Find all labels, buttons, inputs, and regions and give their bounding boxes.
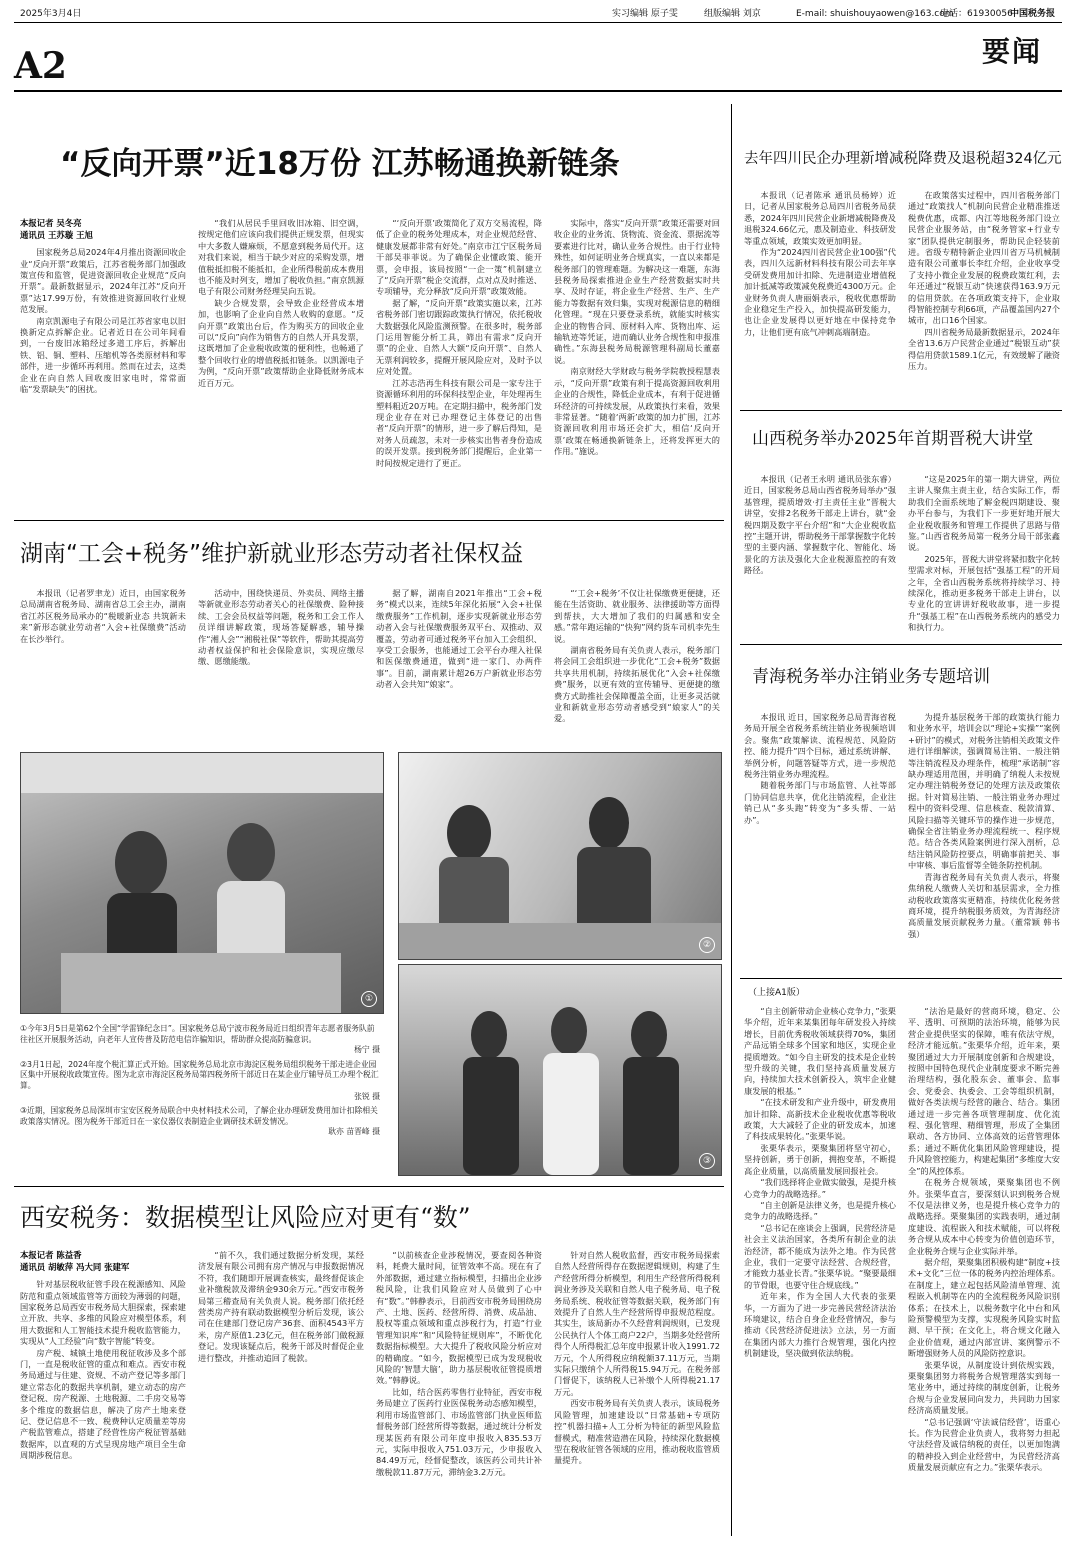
jiangsu-para-2: 南京凯源电子有限公司是江苏省家电以旧换新定点拆解企业。记者近日在公司年间看到，一台废旧冰箱经过多道工序后，拆解出铁、铝、铜、塑料、压缩机等各类原材料和零部件，进一步循环再利用。然而在过去，这类企业在向自然人回收废旧家电时，常常面临“发票缺失”的困扰。	[20, 315, 186, 395]
continued-body	[744, 1006, 1060, 1536]
xian-para-2: 房产税、城镇土地使用税征收涉及多个部门，一直是税收征管的重点和难点。西安市税务局通过与住建、资规、不动产登记等多部门建立常态化的数据共享机制，建立动态的房产登记税、房产税源、土地税源、二手房交易等多个维度的数据信息，解决了房产土地来登记、登记信息不一致、税费种认定质量差等房产税监管难点，搭建了经营性房产税征管基础数据库，以直观的方式呈现房地产项目全生命周期涉税信息。	[20, 1347, 186, 1461]
phone-contact: 电话：61930056	[940, 9, 1013, 19]
hunan-para-2: 活动中，围绕快递员、外卖员、网络主播等新就业形态劳动者关心的社保缴费、险种接续、工会会员权益等问题，税务和工会工作人员详细讲解政策，现场答疑解惑，辅导操作“湘人会”“湘税社保”等软件，帮助其提高劳动者权益保护和社会保险意识，实现应缴尽缴、愿缴能缴。	[198, 588, 364, 667]
shanxi-column-1	[744, 474, 896, 634]
jiangsu-column-4	[554, 218, 720, 514]
continued-para-5: “自主创新是法律义务，也是提升核心竞争力的战略选择。”	[744, 1199, 896, 1222]
page-id: A2	[14, 45, 67, 87]
continued-para-3: 张栗华表示，栗聚集团将坚守初心，坚持创新，勇于创新，拥抱变革，不断提高企业质量，以高质量发展回报社会。	[744, 1142, 896, 1176]
xian-column-3	[376, 1250, 542, 1540]
sichuan-para-2: 作为“2024四川省民营企业100强”代表，四川久远新材料科技有限公司去年享受研发费用加计扣除、先进制造业增值税加计抵减等政策减免税费近4300万元。企业财务负责人唐丽娟表示，税收优惠帮助企业稳定生产投入，加快提高研发能力，也让企业发展得以更好地在中保持竞争力，让他们更有底气冲刺高端制造。	[744, 247, 896, 337]
hunan-body	[20, 588, 720, 726]
hunan-para-1: 本报讯（记者罗聿龙）近日，由国家税务总局湖南省税务局、湖南省总工会主办，湖南省江苏区税务局承办的“税暖新业态 共筑新未来”新形态就业劳动者“入会+社保缴费”活动在长沙举行。	[20, 588, 186, 644]
caption-3-text: ③近期，国家税务总局深圳市宝安区税务局联合中央材料技术公司，了解企业办理研发费用加计扣除相关政策落实情况。图为税务干部近日在一家仪器仪表制造企业调研技术研发情况。	[20, 1106, 378, 1126]
photo-1	[20, 752, 384, 1014]
xian-para-5: 比如，结合医药零售行业特征，西安市税务局建立了医药行业医保税务动态感知模型，利用市场监管部门、市场监管部门执业医师监督税务部门经营所得等数据，通过统计分析发现某医药有限公司年度申报收入835.53万元，实际申报收入751.03万元，少申报收入84.49万元，经督促整改，该医药公司共计补缴税款11.87万元，滞纳金3.2万元。	[376, 1386, 542, 1477]
sichuan-para-1: 本报讯（记者陈承 通讯员杨婷）近日，记者从国家税务总局四川省税务局获悉，2024年四川民营企业新增减税降费及退税324.66亿元，惠及制造业、科技研发等重点领域，政策实效更加明显。	[744, 190, 896, 246]
layout-editor-credit: 组版编辑 刘京	[704, 9, 761, 19]
section-name: 要闻	[982, 35, 1043, 68]
jiangsu-rule	[14, 520, 724, 521]
jiangsu-para-7: 江苏志浩再生科技有限公司是一家专注于资源循环利用的环保科技型企业，年处理再生塑料粗近20万吨。在定期扫描中，税务部门发现企业存在对已办理登记主体登记的出售者“反向开票”的情形，进一步了解后得知，是对务人员疏忽，未对一步核实出售者身份造成的误开发票。接到税务部门提醒后，企业第一时间按规定进行了更正。	[376, 377, 542, 468]
shanxi-para-2: “这是2025年的第一期大讲堂，两位主讲人聚焦主责主业，结合实际工作，帮助我们全面系统地了解金税四期建设、聚办平台参与，为我们下一步更好地开展大企业税收服务和管理工作提供了思路与借鉴。”山西省税务局第一税务分局干部张鑫说。	[908, 474, 1060, 553]
jiangsu-para-9: 南京财经大学财政与税务学院教授程慧表示，“反向开票”政策有利于提高资源回收利用企业的合规性，降低企业成本，有利于促进循环经济的可持续发展，从政策执行来看，效果非常显著。“随着‘两新’政策的加力扩围，江苏资源回收利用市场还会扩大，相信‘反向开票’政策在畅通换新链条上，还将发挥更大的作用。”施说。	[554, 366, 720, 457]
qinghai-column-2	[908, 712, 1060, 968]
caption-1-credit: 杨宁 摄	[354, 1045, 380, 1055]
shanxi-para-3: 2025年，晋税大讲堂将紧扣数字化转型需求对标，开展包括“强基工程”的开局之年，全省山西税务系统将持续学习、持续深化，推动更多税务干部走上讲台，以专业化的宣讲讲好税收故事，进一步提升“强基工程”在山西税务系统内的感受力和执行力。	[908, 553, 1060, 633]
xian-byline-correspondents: 通讯员 胡敏萍 冯大同 张建军	[20, 1261, 130, 1272]
qinghai-para-2: 随着税务部门与市场监管、人社等部门协同信息共享，优化注销流程，企业注销已从“多头跑”转变为“多头帮、一站办”。	[744, 780, 896, 825]
photo-1-figures	[21, 753, 383, 1013]
continued-para-8: “法治是最好的营商环境，稳定、公平、透明、可预期的法治环境，能够为民营企业提供坚实的保障，唯有依法守规，经济才能远航。”张栗华介绍，近年来，栗聚团通过大力开展制度创新和合规建设，按照中国特色现代企业制度要求不断完善治理结构，强化股东会、董事会、监事会、党委会、执委会、工会等组织机制，做好各类法规与经营的融合、结合。集团通过进一步完善各项管理制度、优化流程、强化管理、精细管理，形成了全集团联动、各方协同、立体高效的运营管理体系；通过不断优化集团风险管理建设，提升风险管控能力，构建起集团“多维度大安全”的风控体系。	[908, 1006, 1060, 1176]
hunan-column-2	[198, 588, 364, 726]
jiangsu-column-2	[198, 218, 364, 514]
photo-2-figures	[399, 753, 721, 959]
shanxi-rule	[740, 644, 1062, 645]
jiangsu-para-4: 缺少合规发票，会导致企业经营成本增加，也影响了企业向自然人收购的意愿。“反向开票”政策出台后，作为购买方的回收企业可以“反向”向作为销售方的自然人开具发票，这既增加了企业税收政策的便利性，也畅通了整个回收行业的增值税抵扣链条。以凯源电子为例，“反向开票”政策帮助企业降低财务成本近百万元。	[198, 297, 364, 388]
sichuan-column-1	[744, 190, 896, 400]
column-divider	[731, 104, 732, 1536]
hunan-column-3	[376, 588, 542, 726]
shanxi-headline: 山西税务举办2025年首期晋税大讲堂	[752, 429, 1034, 449]
jiangsu-byline-reporter: 本报记者 吴冬亮	[20, 218, 82, 228]
xian-para-3: “前不久，我们通过数据分析发现，某经济发展有限公司拥有房产情况与申报数据情况不符，我们随即开展调查核实，最终督促该企业补缴税款及滞纳金930余万元。”西安市税务局第三稽查局有关负责人说。税务部门依托经营类房产持有联动数据模型分析后发现，该公司在住建部门登记房产36套、面积4543平方米，房产原值1.23亿元，但在税务部门做税源登记。发现该疑点后，税务干部及时督促企业进行整改，并推动追回了税款。	[198, 1250, 364, 1363]
paper-name: 中国税务报	[1010, 9, 1056, 19]
caption-3	[20, 1106, 380, 1138]
qinghai-headline: 青海税务举办注销业务专题培训	[752, 667, 990, 687]
xian-column-1	[20, 1250, 186, 1540]
caption-1	[20, 1024, 380, 1056]
jiangsu-para-3: “我们从居民手里回收旧冰箱、旧空调，按规定他们应该向我们提供正规发票，但现实中大多数人嫌麻烦，不愿意到税务局代开。这对我们来说，相当于缺少对应的采购发票，增值税抵扣税不能抵扣，企业所得税前成本费用也不能及时列支，增加了税收负担。”南京凯源电子有限公司财务经理吴向五说。	[198, 218, 364, 297]
photo-3-label: ③	[699, 1153, 715, 1169]
qinghai-column-1	[744, 712, 896, 968]
sichuan-headline: 去年四川民企办理新增减税降费及退税超324亿元	[744, 151, 1062, 167]
caption-2-credit: 张锐 摄	[354, 1091, 380, 1101]
xian-column-2	[198, 1250, 364, 1540]
issue-date: 2025年3月4日	[20, 9, 82, 19]
qinghai-para-4: 青海省税务局有关负责人表示，将聚焦纳税人缴费人关切和基层需求，全力推动税收政策落实更精准，持续优化税务营商环境，提升纳税服务质效，为青海经济高质量发展贡献税务力量。（董常颖 韩书强）	[908, 871, 1060, 939]
xian-para-1: 针对基层税收征管手段在税源感知、风险防范和重点领域监管等方面较为薄弱的问题，国家税务总局西安市税务局大胆探索，探索建立开放、共享、多维的风险应对模型体系，利用大数据和人工智能技术提升税收监管能力，实现从“人工经验”向“数字智能”转变。	[20, 1279, 186, 1347]
jiangsu-column-1	[20, 218, 186, 514]
caption-2	[20, 1060, 380, 1102]
hunan-headline: 湖南“工会+税务”维护新就业形态劳动者社保权益	[20, 541, 524, 567]
continued-para-2: “在技术研发和产业升级中，研发费用加计扣除、高新技术企业税收优惠等税收政策，大大减轻了企业的研发成本，加速了科技成果转化。”张栗华说。	[744, 1097, 896, 1142]
shanxi-para-1: 本报讯（记者王永明 通讯员张东睿）近日，国家税务总局山西省税务局举办“强基管理，提质增效·打主责任主业”晋税大讲堂，安排2名税务干部走上讲台，就“金税四期及数字平台介绍”和“大企业税收监控”主题开讲，帮助税务干部掌握数字化转型的主要内涵、掌握数字化、智能化、场景化的方法及强化大企业税源监控的有效路径。	[744, 474, 896, 576]
qinghai-para-3: 为提升基层税务干部的政策执行能力和业务水平，培训会以“理论+实操”“案例+研讨”的模式，对税务注销相关政策文件进行详细解读，强调简易注销、一般注销等注销流程及办理条件，梳理“承诺制”容缺办理适用范围，并明确了纳税人未按规定办理注销税务登记的处理方法及政策依据。针对简易注销、一般注销业务办理过程中的资料受理、信息核查、税款清算、风险扫描等关键环节的操作进一步规范，确保全省注销业务办理流程统一、程序规范。结合各类风险案例进行深入剖析，总结注销风险防控要点，明确事前把关、事中审核、事后监督等全链条防控机制。	[908, 712, 1060, 871]
sichuan-rule	[740, 410, 1062, 411]
shanxi-body	[744, 474, 1060, 634]
sichuan-body	[744, 190, 1060, 400]
jiangsu-para-1: 国家税务总局2024年4月推出资源回收企业“反向开票”政策后，江苏省税务部门加强政策宣传和监管，促进资源回收企业规范“反向开票”。最新数据显示，2024年江苏“反向开票”达17.99万份，有效推进资源回收行业规范发展。	[20, 247, 186, 315]
hunan-column-4	[554, 588, 720, 726]
photo-captions	[20, 1024, 380, 1142]
continued-para-10: 据介绍，栗聚集团积极构建“制度+技术+文化”三位一体的税务内控治理体系。在制度上，建立起包括风险清单管理、流程嵌入机制等在内的全流程税务风险识别体系；在技术上，以税务数字化中台和风险预警模型为支撑，实现税务风险实时监测、早干预；在文化上，将合规文化融入企业价值观，通过内部宣讲、案例警示不断增强财务人员的风险防控意识。	[908, 1256, 1060, 1359]
continued-column-2	[908, 1006, 1060, 1536]
shanxi-column-2	[908, 474, 1060, 634]
editor-credit: 实习编辑 原子雯	[612, 9, 678, 19]
hunan-column-1	[20, 588, 186, 726]
qinghai-para-1: 本报讯 近日，国家税务总局青海省税务局开展全省税务系统注销业务视频培训会。聚焦“政策解读、流程规范、风险防控、能力提升”四个目标，通过系统讲解、举例分析，问题答疑等方式，进一步规范税务注销业务办理流程。	[744, 712, 896, 780]
xian-para-7: 西安市税务局有关负责人表示，该局税务风险管理，加速建设以“日常基础+专项防控”机器扫描+人工分析为特征的新型风险监督模式，精准营造潜在风险，持续深化数据模型在税收征管各领域的应用，推动税收监管质量提升。	[554, 1398, 720, 1466]
sichuan-para-4: 四川省税务局最新数据显示，2024年全省13.6万户民营企业通过“税银互动”获得信用贷款1589.1亿元，有效缓解了融资压力。	[908, 326, 1060, 372]
caption-1-text: ①今年3月5日是第62个全国“学雷锋纪念日”。国家税务总局宁波市税务局近日组织青年志愿者服务队前往社区开展服务活动，向老年人宣传普及防范电信诈骗知识，帮助群众提高防骗意识。	[20, 1024, 375, 1044]
jiangsu-body	[20, 218, 720, 514]
jiangsu-column-3	[376, 218, 542, 514]
jiangsu-para-6: 据了解，“反向开票”政策实施以来，江苏省税务部门密切跟踪政策执行情况，依托税收大数据强化风险监测预警。在很多时，税务部门运用智能分析工具，筛出有需求“反向开票”的企业、自然人大额“反向开票”、自然人无票利润较多，提醒开展风险应对，及时予以应对处置。	[376, 297, 542, 377]
xian-headline: 西安税务：数据模型让风险应对更有“数”	[20, 1203, 471, 1232]
hunan-para-5: 湖南省税务局有关负责人表示，税务部门将会同工会组织进一步优化“工会+税务”数据共享共用机制，持续拓展优化“入会+社保缴费”服务，以更有效的宣传辅导、更便捷的缴费方式助推社会保障覆盖全面，让更多灵活就业和新就业形态劳动者感受到“娘家人”的关爱。	[554, 645, 720, 724]
continued-para-7: 近年来，作为全国人大代表的张栗华，一方面为了进一步完善民营经济法治环境建议，结合自身企业经营情况，参与推动《民营经济促进法》立法，另一方面在集团内部大力推行合规管理，强化内控机制建设，坚决做到依法纳税。	[744, 1291, 896, 1359]
hunan-para-4: “‘工会+税务’不仅让社保缴费更便捷，还能在生活资助、就业服务、法律援助等方面得到帮扶，大大增加了我们的归属感和安全感。”常年跑运输的“快狗”网约货车司机李先生说。	[554, 588, 720, 644]
jiangsu-byline-correspondents: 通讯员 王苏璇 王旭	[20, 229, 93, 240]
continued-para-12: “总书记强调‘守法诚信经营’，语重心长。作为民营企业负责人，我将努力担起守法经营及诚信纳税的责任，以更加饱满的精神投入到企业经营中，为民营经济高质量发展贡献应有之力。”张栗华表示。	[908, 1416, 1060, 1473]
xian-para-6: 针对自然人税收监督，西安市税务局探索自然人经营所得存在数据逻辑规则，构建了生产经营所得分析模型，利用生产经营所得税利润业务涉及关联和自然人电子税务局、电子税务局系统、税收征管等数据关联，税务部门有效提升了自然人生产经营所得申报规范程度。其实生，该局新办不久经营利润规则，已发现公民执行人个体工商户22户，当期多处经营所得个人所得税汇总年度申报累计收入1991.72万元，个人所得税应纳税额37.11万元，当期实际只缴纳个人所得税15.94万元。在税务部门督促下，该纳税人已补缴个人所得税21.17万元。	[554, 1250, 720, 1397]
xian-byline-reporter: 本报记者 陈益香	[20, 1250, 82, 1260]
photo-1-label: ①	[361, 991, 377, 1007]
caption-3-credit: 耿亦 苗晋峰 摄	[328, 1127, 380, 1137]
photo-2	[398, 752, 722, 960]
header-rule	[14, 90, 1062, 92]
xian-column-4	[554, 1250, 720, 1540]
top-rule	[14, 22, 1062, 23]
photo-2-label: ②	[699, 937, 715, 953]
hunan-para-3: 据了解，湖南自2021年推出“工会+税务”模式以来，连续5年深化拓展“入会+社保缴费服务”工作机制，逐步实现新就业形态劳动者入会与社保缴费服务双平台、双推动、双覆盖，劳动者可通过税务平台加入工会组织、享受工会服务，也能通过工会平台办理入社保和医保缴费通道，做到“进一家门、办两件事”。目前，湖南累计超26万户新就业形态劳动者入会共知“娘家”。	[376, 588, 542, 690]
continued-para-11: 张栗华说，从制度设计到依规实践，栗聚集团努力将税务合规管理落实到每一笔业务中，通过持续的制度创新，让税务合规与企业发展同向发力，共同助力国家经济高质量发展。	[908, 1359, 1060, 1416]
continued-column-1	[744, 1006, 896, 1536]
continued-para-1: “自主创新带动企业核心竞争力，”张栗华介绍，近年来某集团每年研发投入持续增长，目前优秀税收领域获得70%，集团产品远销全球多个国家和地区，实现企业提质增效。“如今自主研发的技术是企业转型升级的关键，我们坚持高质量发展方向，持续加大技术创新投入，筑牢企业健康发展的根基。”	[744, 1006, 896, 1096]
caption-2-text: ②3月1日起，2024年度个税汇算正式开始。国家税务总局北京市海淀区税务局组织税务干部走进企业园区集中开展税收政策宣传。图为北京市海淀区税务局第四税务所干部近日在某企业厅辅导员工办理个税汇算。	[20, 1059, 379, 1090]
email-contact: E-mail: shuishouyaowen@163.com	[796, 9, 954, 19]
continued-label: （上接A1版）	[748, 988, 805, 998]
photo-3	[398, 964, 722, 1176]
xian-body	[20, 1250, 720, 1540]
xian-para-4: “以前核查企业涉税情况，要查阅各种资料，耗费大量时间，征管效率不高。现在有了外部数据，通过建立指标模型，扫描出企业涉税风险，让我们风险应对人员做到了心中有“数”。”韩静表示，目前西安市税务局围绕房产、土地、医药、经营所得、消费、成品油、股权等重点领域和重点涉税行为，打造“行业管理知识库”和“风险特征规则库”，不断优化数据指标模型。大大提升了税收风险分析应对的精确度。“如今，数据模型已成为发现税收风险的‘智慧大脑’，助力基层税收征管提质增效。”韩静说。	[376, 1250, 542, 1386]
photos-rule	[14, 1186, 724, 1187]
continued-para-6: “总书记在座谈会上强调，民营经济是社会主义法治国家，各类所有制企业的法治经济，都不能成为法外之地。作为民营企业，我们一定要守法经营、合规经营，才能致力基业长青。”张栗华说。“聚要最细的节骨眼，也要守住合规底线。”	[744, 1222, 896, 1290]
continued-para-4: “我们选择将企业做实做强，是提升核心竞争力的战略选择。”	[744, 1177, 896, 1199]
jiangsu-para-8: 实际中，落实“反向开票”政策还需要对回收企业的业务流、货物流、资金流、票据流等要素进行比对，确认业务合规性。由于行业特殊性，如何证明业务合规真实，一直以来都是税务部门的管理难题。为解决这一难题，东海县税务局探索推进企业生产经营数据实时共享、及时存证，将企业生产经营、生产、生产能力等数据有效归集，实现对税源信息的精细化管理。“现在只要登录系统，就能实时核实企业的物售合同、原材料入库、货物出库、运输轨迹等凭证，进而确认业务合规性和申报准确性。”东海县税务局税源管理科副局长董嘉说。	[554, 218, 720, 365]
jiangsu-para-5: “‘反向开票’政策简化了双方交易流程，降低了企业的税务处理成本，对企业规范经营、健康发展都非常有好处。”南京市江宁区税务局干部吴菲菲说。为了确保企业懂政策、能开票，会申报，该局按照“一企一策”机制建立了“反向开票”税企交流群，点对点及时推送、专项辅导，充分释放“反向开票”政策效能。	[376, 218, 542, 297]
jiangsu-headline: “反向开票”近18万份 江苏畅通换新链条	[60, 146, 620, 182]
continued-para-9: 在税务合规领域，栗聚集团也不例外。张栗华直言，要深刻认识到税务合规不仅是法律义务，也是提升核心竞争力的战略选择。栗聚集团的实践表明，通过制度建设、流程嵌入和技术赋能，可以将税务合规从成本中心转变为价值创造环节，企业税务合规与企业实际并举。	[908, 1177, 1060, 1256]
masthead-bar	[20, 6, 1060, 22]
photo-3-figures	[399, 965, 721, 1175]
sichuan-para-3: 在政策落实过程中，四川省税务部门通过“政策找人”机制向民营企业精准推送税费优惠，成都、内江等地税务部门设立民营企业服务站，由“税务管家+行业专家”团队提供定制服务，帮助民企轻装前进。省级专精特新企业四川省万马机械制造有限公司董事长李红介绍，企业收享受了支持小微企业发展的税费政策红利，去年还通过“税银互动”快速获得163.9万元的信用贷款。在各项政策支持下，企业取得智能控制专利66项，产品覆盖国内27个城市，出口16个国家。	[908, 190, 1060, 326]
sichuan-column-2	[908, 190, 1060, 400]
qinghai-body	[744, 712, 1060, 968]
qinghai-rule	[740, 978, 1062, 979]
